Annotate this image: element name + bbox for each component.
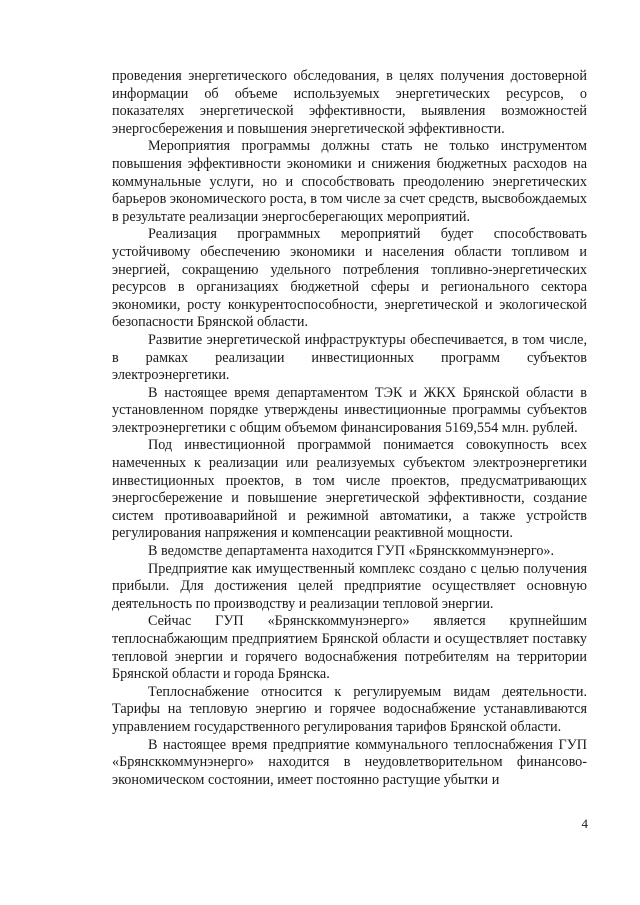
paragraph-7: В ведомстве департамента находится ГУП «Брянсккоммунэнерго». bbox=[148, 543, 555, 560]
paragraph-1: проведения энергетического обследования, в целях получения достоверной информации об объеме используемых энергетических ресурсов, о показателях энергетической эффективности, выявления возможностей энергосбережения и повышения энергетической эффективности. bbox=[112, 68, 587, 137]
paragraph-9: Сейчас ГУП «Брянсккоммунэнерго» является крупнейшим теплоснабжающим предприятием Брянской области и осуществляет поставку тепловой энергии и горячего водоснабжения потребителям на территории Брянской области и города Брянска. bbox=[112, 613, 587, 683]
paragraph-5: В настоящее время департаментом ТЭК и ЖКХ Брянской области в установленном порядке утверждены инвестиционные программы субъектов электроэнергетики с общим объемом финансирования 5169,554 млн. рублей. bbox=[112, 384, 587, 436]
paragraph-4: Развитие энергетической инфраструктуры обеспечивается, в том числе, в рамках реализации инвестиционных программ субъектов электроэнергетики. bbox=[112, 331, 587, 384]
paragraph-8: Предприятие как имущественный комплекс создано с целью получения прибыли. Для достижения целей предприятие осуществляет основную деятельность по производству и реализации тепловой энергии. bbox=[112, 560, 587, 612]
body-text bbox=[112, 68, 587, 789]
paragraph-11: В настоящее время предприятие коммунального теплоснабжения ГУП «Брянсккоммунэнерго» находится в неудовлетворительном финансово-экономическом состоянии, имеет постоянно растущие убытки и bbox=[112, 736, 587, 788]
paragraph-6: Под инвестиционной программой понимается совокупность всех намеченных к реализации или реализуемых субъектом электроэнергетики инвестиционных проектов, в том числе проектов, предусматривающих энергосбережение и повышение энергетической эффективности, создание систем противоаварийной и режимной автоматики, а также устройств регулирования напряжения и компенсации реактивной мощности. bbox=[112, 437, 587, 542]
page-number: 4 bbox=[581, 816, 588, 831]
paragraph-10: Теплоснабжение относится к регулируемым видам деятельности. Тарифы на тепловую энергию и горячее водоснабжение устанавливаются управлением государственного регулирования тарифов Брянской области. bbox=[112, 683, 587, 735]
paragraph-3: Реализация программных мероприятий будет способствовать устойчивому обеспечению экономики и населения области топливом и энергией, сокращению удельного потребления топливно-энергетических ресурсов в организациях бюджетной сферы и регионального сектора экономики, росту конкурентоспособности, энергетической и экологической безопасности Брянской области. bbox=[112, 226, 587, 331]
paragraph-2: Мероприятия программы должны стать не только инструментом повышения эффективности экономики и снижения бюджетных расходов на коммунальные услуги, но и способствовать преодолению энергетических барьеров экономического роста, в том числе за счет средств, высвобождаемых в результате реализации энергосберегающих мероприятий. bbox=[112, 138, 587, 225]
